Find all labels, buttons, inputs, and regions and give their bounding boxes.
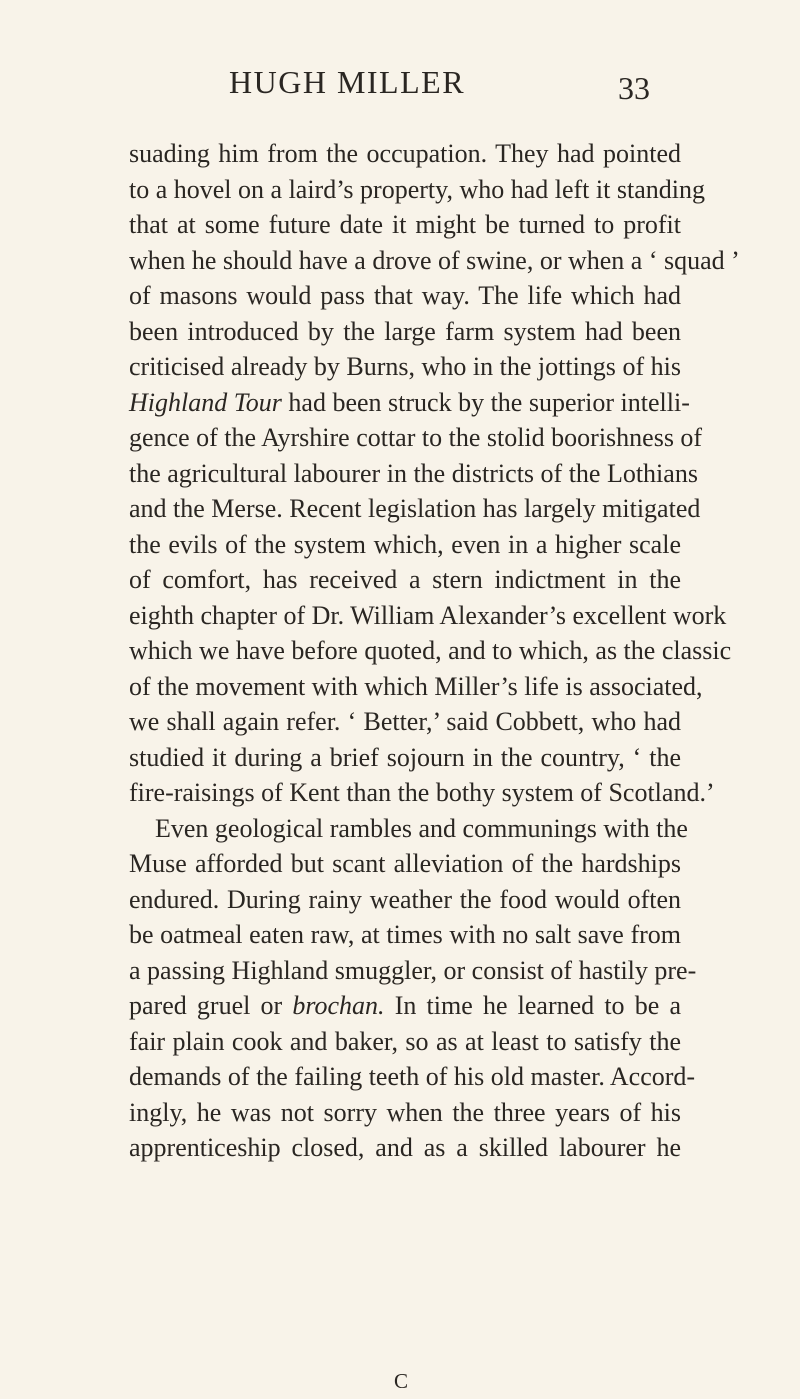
text-line: fire-raisings of Kent than the bothy system of Scotland.’ bbox=[129, 778, 715, 807]
text-line: and the Merse. Recent legislation has largely mitigated bbox=[129, 494, 701, 523]
text-line: we shall again refer. ‘ Better,’ said Cobbett, who had bbox=[129, 707, 681, 736]
text-line: of the movement with which Miller’s life is associated, bbox=[129, 671, 703, 701]
text-line: eighth chapter of Dr. William Alexander’s excellent work bbox=[129, 600, 727, 630]
text-line: demands of the failing teeth of his old master. Accord- bbox=[129, 1062, 696, 1091]
text-line: fair plain cook and baker, so as at least to satisfy the bbox=[129, 1026, 681, 1056]
text-line: be oatmeal eaten raw, at times with no salt save from bbox=[129, 920, 681, 949]
text-line: that at some future date it might be turned to profit bbox=[129, 210, 681, 239]
text-line: the agricultural labourer in the districts of the Lothians bbox=[129, 458, 698, 488]
signature-mark: C bbox=[394, 1369, 409, 1393]
running-head: HUGH MILLER bbox=[229, 64, 466, 100]
text-line: gence of the Ayrshire cottar to the stolid boorishness of bbox=[129, 423, 703, 452]
page-number: 33 bbox=[618, 70, 650, 106]
text-line: of comfort, has received a stern indictment in the bbox=[129, 565, 681, 594]
text-line: Muse afforded but scant alleviation of the hardships bbox=[129, 849, 681, 878]
body-text bbox=[129, 136, 740, 1166]
book-title-italic: Highland Tour bbox=[129, 387, 282, 417]
text-line: endured. During rainy weather the food would often bbox=[129, 884, 681, 914]
text-line: been introduced by the large farm system had been bbox=[129, 316, 681, 346]
text-line: of masons would pass that way. The life which had bbox=[129, 281, 681, 310]
text-line: criticised already by Burns, who in the jottings of his bbox=[129, 352, 681, 381]
text-line: to a hovel on a laird’s property, who had left it standing bbox=[129, 174, 705, 204]
text-line: Highland Tour had been struck by the superior intelli- bbox=[129, 387, 690, 417]
term-italic: brochan. bbox=[292, 991, 385, 1020]
text-line: apprenticeship closed, and as a skilled labourer he bbox=[129, 1133, 681, 1162]
text-line: which we have before quoted, and to which, as the classic bbox=[129, 636, 732, 665]
text-line: ingly, he was not sorry when the three years of his bbox=[129, 1097, 681, 1127]
text-line: studied it during a brief sojourn in the country, ‘ the bbox=[129, 742, 681, 772]
text-line-paragraph-start: Even geological rambles and communings with the bbox=[155, 813, 688, 843]
text-line: a passing Highland smuggler, or consist of hastily pre- bbox=[129, 955, 697, 985]
text-line: the evils of the system which, even in a higher scale bbox=[129, 529, 681, 559]
text-line: when he should have a drove of swine, or when a ‘ squad ’ bbox=[129, 245, 740, 275]
text-line: suading him from the occupation. They had pointed bbox=[129, 139, 681, 168]
text-line: pared gruel or brochan. In time he learned to be a bbox=[129, 991, 681, 1020]
